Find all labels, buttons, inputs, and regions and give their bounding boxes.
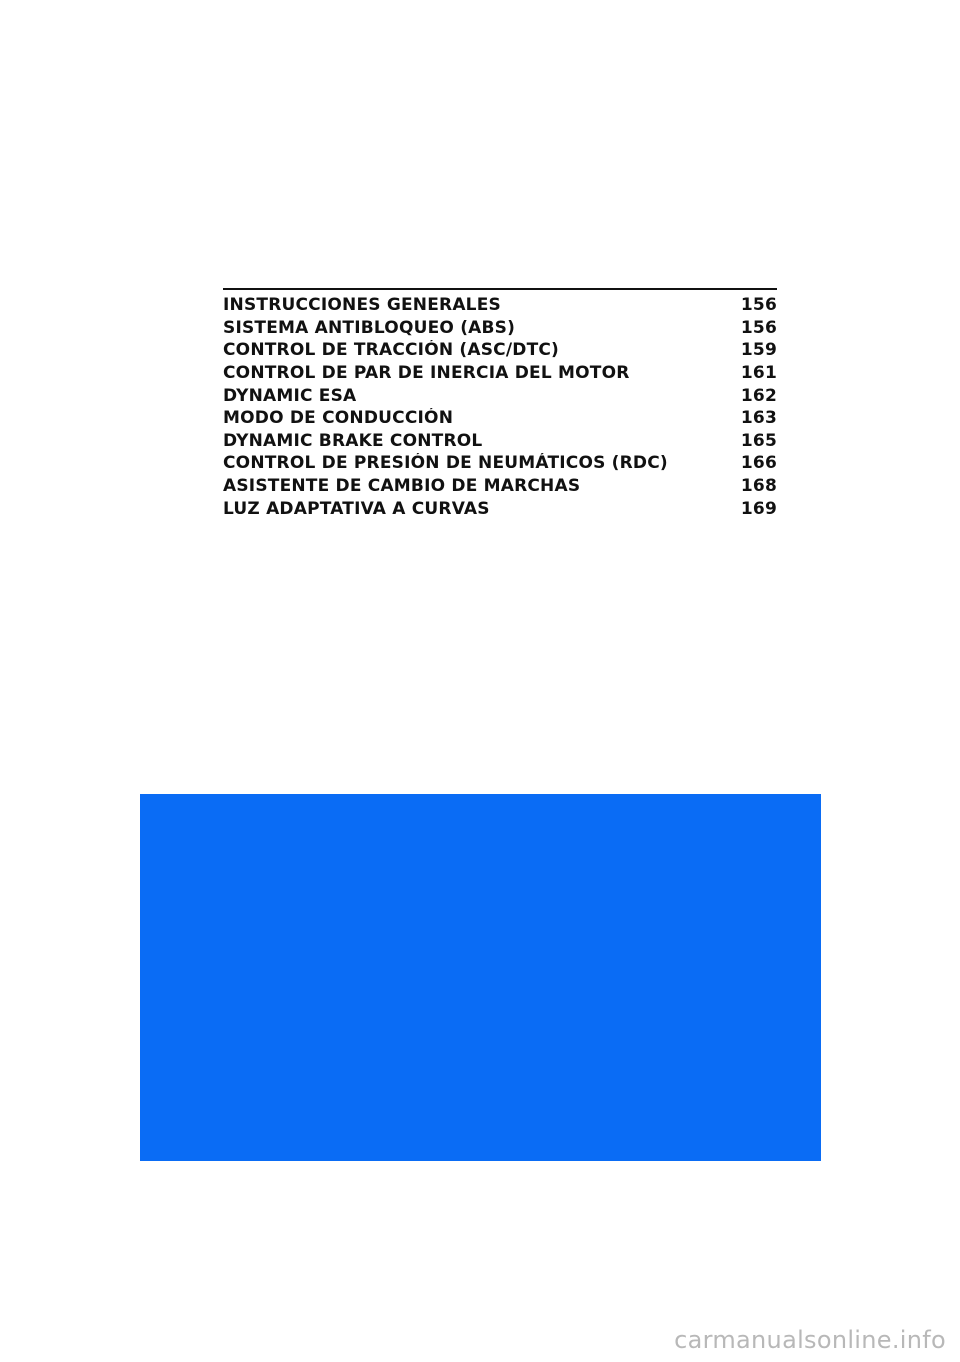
toc-entry-dynamic-esa[interactable]: [223, 384, 777, 407]
toc-entry-control-de-traccion[interactable]: [223, 339, 777, 362]
toc-entry-asistente-de-cambio[interactable]: [223, 475, 777, 498]
toc-entry-page: 168: [740, 476, 777, 497]
toc-entry-page: 162: [740, 385, 777, 406]
toc-entry-title: INSTRUCCIONES GENERALES: [223, 295, 501, 316]
toc-entry-page: 165: [740, 430, 777, 451]
watermark: carmanualsonline.info: [674, 1326, 946, 1354]
toc-entry-title: MODO DE CONDUCCIÓN: [223, 408, 454, 429]
toc-entry-dynamic-brake-control[interactable]: [223, 430, 777, 453]
toc-entry-instrucciones-generales[interactable]: [223, 294, 777, 317]
table-of-contents: [223, 288, 777, 520]
toc-entry-page: 156: [740, 295, 777, 316]
toc-entry-page: 169: [740, 498, 777, 519]
toc-entry-title: LUZ ADAPTATIVA A CURVAS: [223, 498, 490, 519]
toc-entry-title: DYNAMIC BRAKE CONTROL: [223, 430, 483, 451]
toc-entry-title: CONTROL DE TRACCIÓN (ASC/DTC): [223, 340, 560, 361]
toc-entry-title: DYNAMIC ESA: [223, 385, 357, 406]
toc-entry-control-de-par[interactable]: [223, 362, 777, 385]
toc-entry-control-de-presion[interactable]: [223, 452, 777, 475]
toc-entry-page: 159: [740, 340, 777, 361]
toc-entry-page: 166: [740, 453, 777, 474]
toc-entry-title: SISTEMA ANTIBLOQUEO (ABS): [223, 317, 516, 338]
toc-entry-page: 163: [740, 408, 777, 429]
blue-panel: [140, 794, 821, 1161]
toc-entry-title: CONTROL DE PAR DE INERCIA DEL MOTOR: [223, 363, 630, 384]
toc-entry-sistema-antibloqueo[interactable]: [223, 317, 777, 340]
toc-entry-title: ASISTENTE DE CAMBIO DE MARCHAS: [223, 476, 581, 497]
toc-entry-luz-adaptativa[interactable]: [223, 497, 777, 520]
toc-entry-page: 161: [740, 363, 777, 384]
toc-entry-modo-de-conduccion[interactable]: [223, 407, 777, 430]
toc-entry-page: 156: [740, 317, 777, 338]
toc-entry-title: CONTROL DE PRESIÓN DE NEUMÁTICOS (RDC): [223, 453, 668, 474]
